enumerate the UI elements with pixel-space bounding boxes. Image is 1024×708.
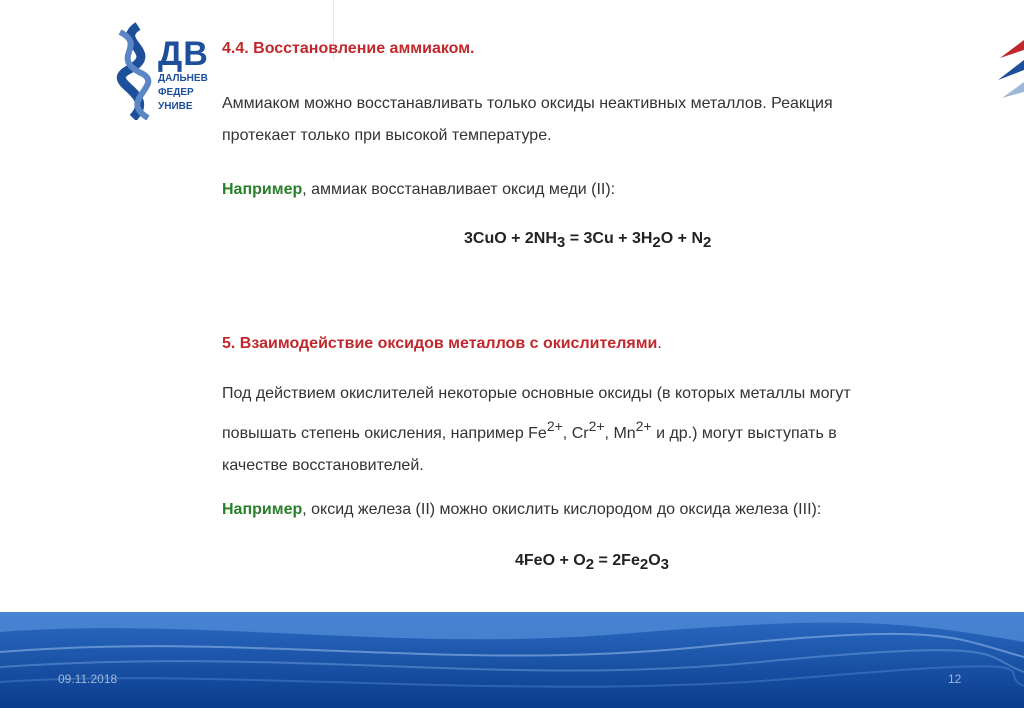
charge-superscript: 2+ xyxy=(588,418,605,434)
equation-part: O xyxy=(648,552,661,569)
example-text: , оксид железа (II) можно окислить кислородом до оксида железа (III): xyxy=(302,501,822,518)
paragraph-line xyxy=(222,410,970,450)
section-4-4-paragraph xyxy=(222,88,833,152)
example-text: , аммиак восстанавливает оксид меди (II): xyxy=(302,181,616,198)
charge-superscript: 2+ xyxy=(635,418,652,434)
equation-part: O + N xyxy=(660,230,703,247)
equation-part: = 3Cu + 3H xyxy=(565,230,653,247)
slide-number: 12 xyxy=(948,672,962,686)
section-5-title-dot: . xyxy=(657,335,662,352)
equation-part: = 2Fe xyxy=(594,552,640,569)
logo-line-2: ФЕДЕР xyxy=(158,87,194,98)
paragraph-line: Под действием окислителей некоторые основные оксиды (в которых металлы могут xyxy=(222,385,851,402)
paragraph-text: и др.) могут выступать в xyxy=(651,425,837,442)
equation-subscript: 3 xyxy=(556,234,566,251)
charge-superscript: 2+ xyxy=(546,418,563,434)
section-4-4-title: 4.4. Восстановление аммиаком. xyxy=(222,40,475,57)
example-label: Например xyxy=(222,501,303,518)
ammonia-equation xyxy=(464,230,711,251)
logo-abbreviation: ДВ xyxy=(158,35,209,73)
footer-wave-band xyxy=(0,612,1024,708)
corner-decoration-icon xyxy=(990,30,1024,110)
paragraph-text: , Cr xyxy=(562,425,589,442)
paragraph-line: протекает только при высокой температуре. xyxy=(222,127,552,144)
equation-part: 3CuO + 2NH xyxy=(464,230,557,247)
paragraph-text: , Mn xyxy=(604,425,636,442)
section-4-4-example xyxy=(222,174,615,206)
section-5-title xyxy=(222,335,662,353)
logo-line-3: УНИВЕ xyxy=(158,101,193,112)
iron-oxide-equation xyxy=(515,552,669,573)
equation-subscript: 2 xyxy=(703,234,712,251)
section-5-example xyxy=(222,494,821,526)
logo-line-1: ДАЛЬНЕВ xyxy=(158,73,208,84)
section-5-paragraph xyxy=(222,378,970,482)
equation-subscript: 2 xyxy=(652,234,661,251)
equation-subscript: 2 xyxy=(639,556,649,573)
paragraph-text: повышать степень окисления, например Fe xyxy=(222,425,547,442)
equation-part: 4FeO + O xyxy=(515,552,586,569)
paragraph-line: Аммиаком можно восстанавливать только оксиды неактивных металлов. Реакция xyxy=(222,95,833,112)
equation-subscript: 3 xyxy=(660,556,669,573)
equation-subscript: 2 xyxy=(585,556,595,573)
slide-date: 09.11.2018 xyxy=(58,672,118,686)
section-5-title-text: 5. Взаимодействие оксидов металлов с окислителями xyxy=(222,335,658,352)
example-label: Например xyxy=(222,181,303,198)
paragraph-line: качестве восстановителей. xyxy=(222,457,424,474)
